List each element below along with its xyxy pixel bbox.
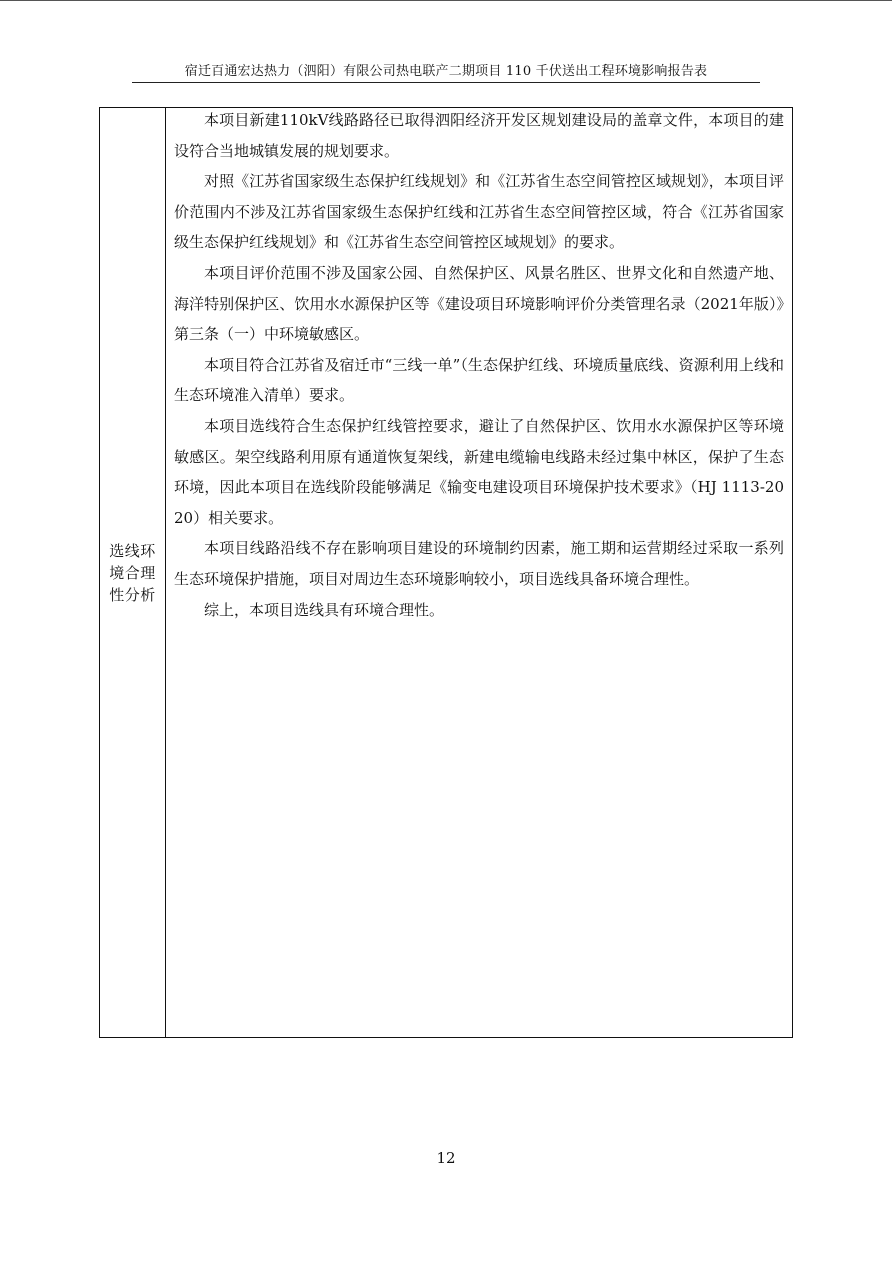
paragraph-ecological-redline: 对照《江苏省国家级生态保护红线规划》和《江苏省生态空间管控区域规划》，本项目评价范围内不涉及江苏省国家级生态保护红线和江苏省生态空间管控区域，符合《江苏省国家级生态保护红线规划》和《江苏省生态空间管控区域规划》的要求。 bbox=[174, 172, 784, 252]
top-border-line bbox=[0, 0, 892, 1]
section-label: 选线环境合理性分析 bbox=[109, 541, 156, 604]
paragraph-route-selection: 本项目选线符合生态保护红线管控要求，避让了自然保护区、饮用水水源保护区等环境敏感区。架空线路利用原有通道恢复架线，新建电缆输电线路未经过集中林区，保护了生态环境，因此本项目在选线阶段能够满足《输变电建设项目环境保护技术要求》（HJ 1113-2020）相关要求。 bbox=[174, 416, 784, 527]
page-number: 12 bbox=[436, 1149, 456, 1167]
analysis-table bbox=[99, 107, 793, 1038]
section-content-cell bbox=[166, 108, 792, 1037]
paragraph-three-lines-one-list: 本项目符合江苏省及宿迁市“三线一单”（生态保护红线、环境质量底线、资源利用上线和生态环境准入清单）要求。 bbox=[174, 355, 784, 405]
paragraph-conclusion: 综上，本项目选线具有环境合理性。 bbox=[204, 600, 445, 619]
header-divider bbox=[132, 82, 760, 83]
paragraph-sensitive-areas: 本项目评价范围不涉及国家公园、自然保护区、风景名胜区、世界文化和自然遗产地、海洋特别保护区、饮用水水源保护区等《建设项目环境影响评价分类管理名录（2021年版）》第三条（一）中环境敏感区。 bbox=[174, 263, 784, 344]
paragraph-planning: 本项目新建110kV线路路径已取得泗阳经济开发区规划建设局的盖章文件，本项目的建设符合当地城镇发展的规划要求。 bbox=[174, 111, 784, 160]
paragraph-constraints: 本项目线路沿线不存在影响项目建设的环境制约因素，施工期和运营期经过采取一系列生态环境保护措施，项目对周边生态环境影响较小，项目选线具备环境合理性。 bbox=[174, 539, 784, 588]
section-label-cell bbox=[100, 108, 166, 1037]
page-header-title: 宿迁百通宏达热力（泗阳）有限公司热电联产二期项目 110 千伏送出工程环境影响报告表 bbox=[184, 64, 708, 79]
